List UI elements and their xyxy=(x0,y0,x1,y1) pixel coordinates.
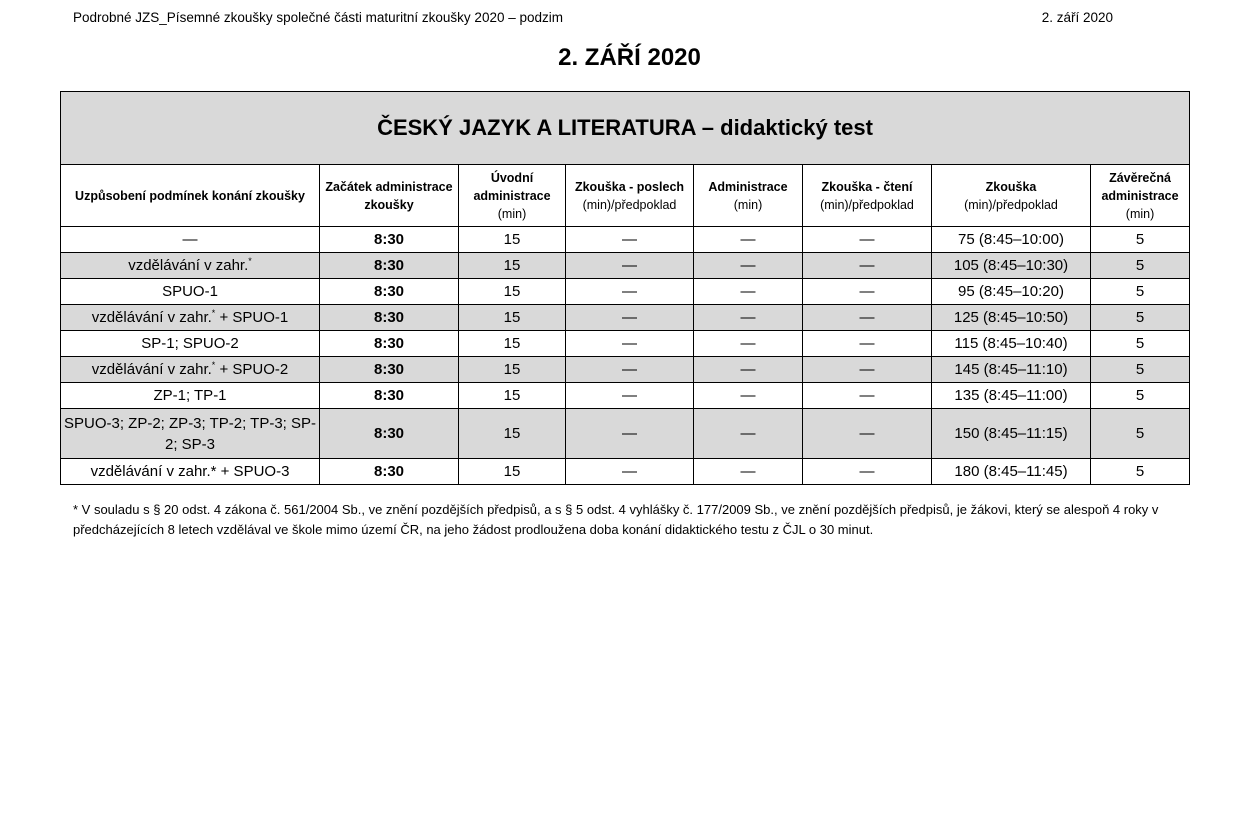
listening-cell: — xyxy=(566,279,694,305)
column-header-title: Závěrečná administrace xyxy=(1101,170,1179,203)
condition-cell xyxy=(61,227,320,253)
reading-cell: — xyxy=(803,227,932,253)
admin-cell: — xyxy=(694,305,803,331)
table-row xyxy=(61,459,1190,485)
listening-cell: — xyxy=(566,383,694,409)
condition-text: SPUO-1 xyxy=(162,283,218,300)
column-header xyxy=(694,165,803,227)
condition-text: vzdělávání v zahr. xyxy=(91,309,212,326)
admin-cell: — xyxy=(694,279,803,305)
start-time-cell: 8:30 xyxy=(320,279,459,305)
column-header xyxy=(1091,165,1190,227)
condition-text: vzdělávání v zahr. xyxy=(91,361,212,378)
column-header-unit: (min)/předpoklad xyxy=(820,197,914,212)
intro-admin-cell: 15 xyxy=(459,305,566,331)
listening-cell: — xyxy=(566,305,694,331)
start-time-cell: 8:30 xyxy=(320,331,459,357)
column-header-unit: (min) xyxy=(497,206,527,221)
admin-cell: — xyxy=(694,253,803,279)
condition-text: ZP-1; TP-1 xyxy=(153,387,227,404)
exam-duration-cell: 135 (8:45–11:00) xyxy=(932,383,1091,409)
column-header-title: Zkouška - čtení xyxy=(821,179,913,194)
condition-text: SPUO-3; ZP-2; ZP-3; TP-2; TP-3; SP-2; SP-3 xyxy=(64,414,317,453)
footnote-marker: * xyxy=(248,256,252,266)
column-header-title: Začátek administrace zkoušky xyxy=(325,179,453,212)
start-time-cell: 8:30 xyxy=(320,227,459,253)
column-header-title: Administrace xyxy=(708,179,788,194)
column-header xyxy=(932,165,1091,227)
intro-admin-cell: 15 xyxy=(459,331,566,357)
exam-schedule-table xyxy=(60,91,1190,485)
column-header-title: Uzpůsobení podmínek konání zkoušky xyxy=(75,188,305,203)
table-row xyxy=(61,357,1190,383)
final-admin-cell: 5 xyxy=(1091,357,1190,383)
listening-cell: — xyxy=(566,331,694,357)
condition-text: vzdělávání v zahr. xyxy=(128,257,249,274)
table-body xyxy=(61,227,1190,485)
exam-duration-cell: 125 (8:45–10:50) xyxy=(932,305,1091,331)
intro-admin-cell: 15 xyxy=(459,459,566,485)
reading-cell: — xyxy=(803,409,932,459)
condition-text: — xyxy=(182,231,198,248)
admin-cell: — xyxy=(694,383,803,409)
document-title: Podrobné JZS_Písemné zkoušky společné části maturitní zkoušky 2020 – podzim xyxy=(73,10,563,25)
condition-cell xyxy=(61,253,320,279)
reading-cell: — xyxy=(803,331,932,357)
final-admin-cell: 5 xyxy=(1091,383,1190,409)
condition-cell xyxy=(61,331,320,357)
condition-text: vzdělávání v zahr.* + SPUO-3 xyxy=(90,463,290,480)
column-header-unit: (min)/předpoklad xyxy=(964,197,1058,212)
start-time-cell: 8:30 xyxy=(320,253,459,279)
column-header xyxy=(566,165,694,227)
condition-cell xyxy=(61,279,320,305)
column-header-title: Zkouška - poslech xyxy=(574,179,685,194)
start-time-cell: 8:30 xyxy=(320,383,459,409)
table-row xyxy=(61,383,1190,409)
condition-suffix: + SPUO-1 xyxy=(215,309,289,326)
date-heading: 2. ZÁŘÍ 2020 xyxy=(558,44,701,71)
column-header-row xyxy=(61,165,1190,227)
exam-duration-cell: 95 (8:45–10:20) xyxy=(932,279,1091,305)
start-time-cell: 8:30 xyxy=(320,305,459,331)
reading-cell: — xyxy=(803,459,932,485)
reading-cell: — xyxy=(803,357,932,383)
start-time-cell: 8:30 xyxy=(320,357,459,383)
column-header-title: Úvodní administrace xyxy=(473,170,551,203)
listening-cell: — xyxy=(566,227,694,253)
admin-cell: — xyxy=(694,459,803,485)
condition-suffix: + SPUO-2 xyxy=(215,361,289,378)
final-admin-cell: 5 xyxy=(1091,279,1190,305)
exam-duration-cell: 145 (8:45–11:10) xyxy=(932,357,1091,383)
intro-admin-cell: 15 xyxy=(459,409,566,459)
listening-cell: — xyxy=(566,459,694,485)
start-time-cell: 8:30 xyxy=(320,409,459,459)
footnote: * V souladu s § 20 odst. 4 zákona č. 561/2004 Sb., ve znění pozdějších předpisů, a s § 5 odst. 4 vyhlášky č. 177/2009 Sb., ve znění pozdějších předpisů, je žákovi, který se alespoň 4 roky v předcházejících 8 letech vzdělával ve škole mimo území ČR, na jeho žádost prodloužena doba konání didaktického testu z ČJL o 30 minut. xyxy=(73,502,1159,537)
column-header-title: Zkouška xyxy=(985,179,1037,194)
reading-cell: — xyxy=(803,253,932,279)
reading-cell: — xyxy=(803,383,932,409)
final-admin-cell: 5 xyxy=(1091,253,1190,279)
condition-cell xyxy=(61,305,320,331)
listening-cell: — xyxy=(566,253,694,279)
column-header-unit: (min) xyxy=(1125,206,1155,221)
footnote-marker: * xyxy=(211,360,216,370)
table-row xyxy=(61,227,1190,253)
exam-duration-cell: 105 (8:45–10:30) xyxy=(932,253,1091,279)
intro-admin-cell: 15 xyxy=(459,357,566,383)
exam-duration-cell: 150 (8:45–11:15) xyxy=(932,409,1091,459)
table-row xyxy=(61,253,1190,279)
final-admin-cell: 5 xyxy=(1091,305,1190,331)
column-header-unit: (min) xyxy=(733,197,763,212)
table-title: ČESKÝ JAZYK A LITERATURA – didaktický test xyxy=(61,92,1190,165)
footnote-marker: * xyxy=(211,308,216,318)
table-row xyxy=(61,279,1190,305)
column-header xyxy=(803,165,932,227)
condition-cell xyxy=(61,459,320,485)
table-row xyxy=(61,305,1190,331)
listening-cell: — xyxy=(566,357,694,383)
admin-cell: — xyxy=(694,331,803,357)
intro-admin-cell: 15 xyxy=(459,227,566,253)
final-admin-cell: 5 xyxy=(1091,459,1190,485)
column-header xyxy=(459,165,566,227)
table-row xyxy=(61,331,1190,357)
final-admin-cell: 5 xyxy=(1091,227,1190,253)
exam-duration-cell: 180 (8:45–11:45) xyxy=(932,459,1091,485)
reading-cell: — xyxy=(803,305,932,331)
reading-cell: — xyxy=(803,279,932,305)
exam-duration-cell: 75 (8:45–10:00) xyxy=(932,227,1091,253)
admin-cell: — xyxy=(694,409,803,459)
intro-admin-cell: 15 xyxy=(459,383,566,409)
admin-cell: — xyxy=(694,227,803,253)
column-header-unit: (min)/předpoklad xyxy=(582,197,677,212)
final-admin-cell: 5 xyxy=(1091,409,1190,459)
listening-cell: — xyxy=(566,409,694,459)
table-row xyxy=(61,409,1190,459)
running-header xyxy=(73,10,1113,30)
intro-admin-cell: 15 xyxy=(459,279,566,305)
exam-duration-cell: 115 (8:45–10:40) xyxy=(932,331,1091,357)
condition-text: SP-1; SPUO-2 xyxy=(141,335,239,352)
condition-cell xyxy=(61,357,320,383)
column-header xyxy=(320,165,459,227)
condition-cell xyxy=(61,409,320,459)
final-admin-cell: 5 xyxy=(1091,331,1190,357)
start-time-cell: 8:30 xyxy=(320,459,459,485)
condition-cell xyxy=(61,383,320,409)
intro-admin-cell: 15 xyxy=(459,253,566,279)
header-date: 2. září 2020 xyxy=(1041,10,1113,25)
column-header xyxy=(61,165,320,227)
admin-cell: — xyxy=(694,357,803,383)
